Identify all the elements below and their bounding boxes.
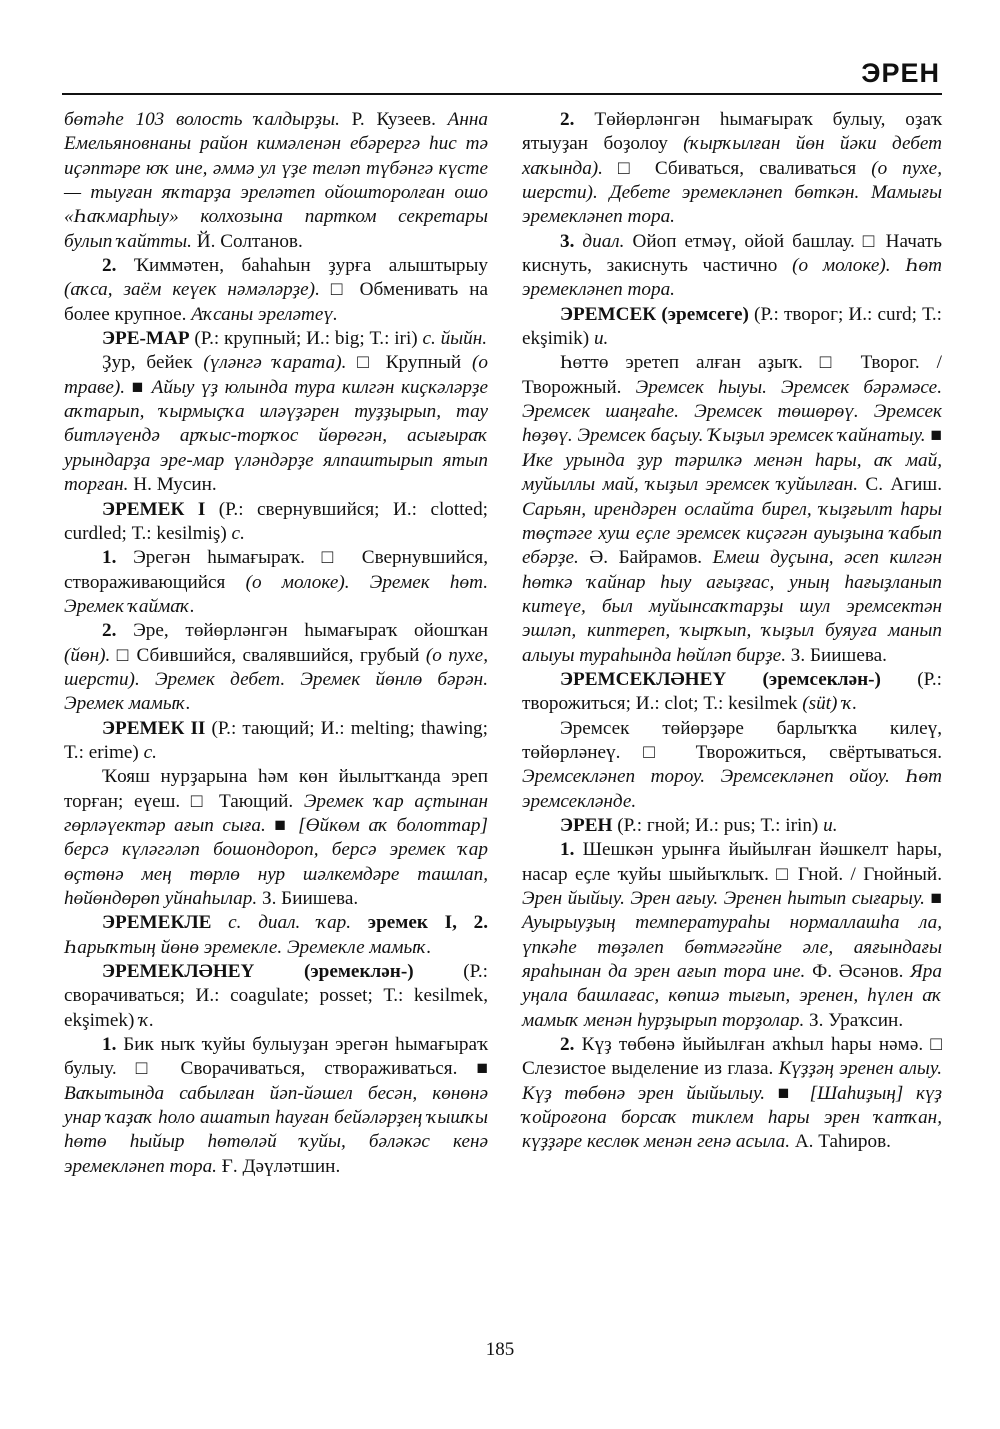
headword-text: 1. — [560, 839, 583, 861]
dictionary-paragraph — [64, 254, 488, 327]
body-text: Ҡояш нурҙарына һәм көн йылытҡанда эреп торған; еүеш. □ Тающий. — [64, 766, 488, 812]
italic-text: (süt) ҡ. — [802, 693, 858, 715]
dictionary-paragraph — [64, 619, 488, 716]
dictionary-paragraph — [522, 838, 942, 1033]
italic-text: Емеш дуҫына, әсеп килгән һөткә ҡайнар һыу ағыҙғас, уның һағыҙланып китеүе, был муйынсаҡтарҙы шул эремсектән эшләп, киптереп, ҡырҡып, ҡыҙыл буяуға манып алыуы тураһында һөйләп бирҙе. — [522, 547, 942, 666]
italic-text: Сарьян, ирендәрен ослайта бирел, ҡыҙғылт һары төҫтәге хуш еҫле эремсек киҫәгән ауыҙына ҡабып ебәрҙе. — [522, 498, 942, 569]
italic-text: (үләнгә ҡарата). — [203, 352, 347, 374]
italic-text: [Өйкөм аҡ болоттар] берсә күләгәләп бошондороп, берсә эремек ҡар өҫтөнә мең төрлө нур шәлкемдәре ташлап, һөйөндөрөп уйнаһылар. — [64, 814, 488, 909]
headword-text: 2. — [560, 109, 595, 130]
headword-text: ЭРЕН — [560, 814, 613, 836]
body-text: Эремсек төйөрҙәре барлыҡҡа килеү, төйөрләнеү. □ Творожиться, свёртываться. — [522, 717, 942, 763]
headword-text: 3. — [560, 230, 583, 252]
italic-text: (о молоке). Һөт эремекләнеп тора. — [522, 255, 942, 301]
dictionary-paragraph — [64, 1033, 488, 1179]
headword-text: ЭРЕМСЕКЛӘНЕҮ (эремсеклән-) — [560, 668, 881, 690]
italic-text: (о пухе, шерсти). Дебете эремекләнеп бөткән. Мамығы эремекләнеп тора. — [522, 157, 942, 228]
dictionary-paragraph — [522, 351, 942, 667]
body-text: (Р.: творожиться; И.: clot; Т.: kesilmek — [522, 668, 942, 715]
body-text: З. Биишева. — [257, 888, 359, 909]
italic-text: Ике урында ҙур тәрилкә менән һары, аҡ май, муйыллы май, ҡыҙыл эремсек ҡуйылған. — [522, 449, 942, 496]
body-text: (Р.: крупный; И.: big; Т.: iri) — [189, 328, 423, 350]
body-text: □ Сбившийся, свалявшийся, грубый — [110, 644, 426, 666]
headword-text: 2. — [560, 1034, 582, 1056]
body-text: □ Крупный — [346, 352, 473, 374]
body-text: Р. Кузеев. — [339, 109, 448, 130]
headword-text: ЭРЕ-МАР — [102, 328, 190, 350]
body-text: Ф. Әсәнов. — [805, 961, 911, 983]
headword-text: 2. — [102, 620, 134, 642]
body-text: З. Биишева. — [786, 644, 887, 666]
dictionary-paragraph — [64, 498, 488, 547]
italic-text: Анна Емельяновнаны район кимәленән ебәрергә һис тә иҫәптәре юҡ ине, әммә ул үҙе теләп түбәнгә күсте — тыуған яҡтарҙа эреләтеп ойошторолған ошо «Һаҡмарһыу» колхозына партком секретары булып ҡайтты. — [64, 109, 488, 252]
headword-text: ЭРЕМЕКЛЕ — [102, 912, 212, 934]
body-text: Ә. Байрамов. — [578, 547, 713, 569]
body-text: З. Ураҡсин. — [804, 1009, 904, 1031]
body-text: Төйөрләнгән һымағыраҡ булыу, оҙаҡ ятыуҙан боҙолоу — [522, 109, 942, 155]
italic-text: Ауырыуҙың температураһы нормаллашһа ла, үпкәһе төҙәлеп бөтмәгәйне әле, аяғындағы яраһынан да эрен ағып тора ине. — [522, 912, 942, 983]
italic-text: диал. — [582, 230, 625, 252]
dictionary-paragraph — [64, 960, 488, 1033]
headword-text: ЭРЕМСЕК (эремсеге) — [560, 303, 749, 325]
body-text: (Р.: свернувшийся; И.: clotted; curdled; Т.: kesilmiş) — [64, 498, 488, 544]
dictionary-paragraph — [64, 546, 488, 619]
body-text: Н. Мусин. — [128, 474, 217, 496]
body-text: Эрегән һымағыраҡ. □ Свернувшийся, створаживающийся — [64, 547, 488, 593]
italic-text: и. — [593, 328, 609, 350]
body-text: Эре, төйөрләнгән һымағыраҡ ойошҡан — [133, 620, 488, 642]
running-head: ЭРЕН — [861, 58, 940, 88]
italic-text: (аҡса, заём кеүек нәмәләрҙе). — [64, 279, 320, 301]
headword-text: 1. — [102, 1034, 124, 1056]
headword-text: 1. — [102, 547, 134, 569]
body-text: ■ — [924, 888, 943, 909]
italic-text: ҡ. — [139, 1009, 155, 1031]
dictionary-paragraph — [522, 1033, 942, 1155]
body-text: ■ — [265, 814, 299, 836]
italic-text: с. — [231, 522, 245, 544]
italic-text: Эремсек һыуы. Эремсек бәрәмәсе. Эремсек шаңғаһе. Эремсек төшөрөү. Эремсек һөҙөү. Эремсек баҫыу. Ҡыҙыл эремсек ҡайнатыу. — [522, 376, 942, 447]
body-text: Шешкән урынға йыйылған йәшкелт һары, насар еҫле ҡуйы шыйыҡлыҡ. □ Гной. / Гнойный. — [522, 839, 943, 885]
headword-text: 2. — [102, 255, 134, 277]
italic-text: с. йыйн. — [422, 328, 488, 350]
body-text: ■ — [925, 425, 943, 447]
headword-text: ЭРЕМЕК II — [102, 717, 206, 739]
italic-text: Эремсекләнеп тороу. Эремсекләнеп ойоу. Һөт эремсекләнде. — [522, 766, 942, 812]
italic-text: Яра уңала башлағас, көпшә тығып, эренен, һүлен аҡ мамыҡ менән һурҙырып торҙолар. — [522, 961, 942, 1031]
body-text: (Р.: гной; И.: pus; Т.: irin) — [612, 814, 824, 836]
body-text: Ҡиммәтен, баһаһын ҙурға алыштырыу — [133, 255, 488, 277]
italic-text: с. диал. ҡар. — [211, 912, 352, 934]
dictionary-paragraph — [522, 303, 942, 352]
dictionary-paragraph — [522, 230, 942, 303]
italic-text: Айыу үҙ юлында тура килгән киҫкәләрҙе аҡтарып, ҡырмыҫҡа иләүҙәрен туҙҙырып, тау битләүендә арҡыс-торҡос йөрөгән, асығыраҡ урындарҙа эре-мар үләндәрҙе ялпаштырып ятып торған. — [64, 376, 489, 496]
italic-text: Ваҡытында сабылған йәп-йәшел бесән, көнөнә унар ҡаҙаҡ һоло ашатып һауған бейәләрҙең ҡышҡы һөтө һыйыр һөтөләй ҡуйы, бәләкәс кенә эремекләнеп тора. — [64, 1082, 488, 1177]
headword-text: ЭРЕМЕКЛӘНЕҮ (эремеклән-) — [102, 961, 414, 983]
dictionary-paragraph — [64, 717, 488, 766]
body-text: ■ — [125, 376, 152, 398]
italic-text: Күҙҙәң эренен алыу. Күҙ төбөнә эрен йыйылыу. — [522, 1058, 942, 1104]
italic-text: Эрен йыйыу. Эрен ағыу. Эренен һытып сығарыу. — [522, 888, 925, 909]
italic-text: (ҡырҡылған йөн йәки дебет хаҡында). — [522, 133, 942, 179]
italic-text: (о траве). — [64, 352, 488, 398]
italic-text: (о пухе, шерсти). Эремек дебет. Эремек йөнлө бәрән. Эремек мамыҡ. — [64, 644, 488, 715]
italic-text: Һарыҡтың йөнө эремекле. Эремекле мамыҡ. — [64, 936, 432, 958]
body-text: С. Агиш. — [858, 474, 942, 496]
body-text: Бик ныҡ ҡуйы булыуҙан эрегән һымағыраҡ булыу. □ Сворачиваться, створаживаться. ■ — [64, 1034, 489, 1080]
body-text: ■ — [765, 1082, 810, 1104]
italic-text: с. — [143, 741, 157, 763]
italic-text: (йөн). — [64, 644, 111, 666]
body-text: (Р.: творог; И.: curd; Т.: ekşimik) — [522, 303, 943, 350]
right-column — [522, 108, 942, 1155]
dictionary-paragraph — [64, 108, 488, 254]
body-text: Й. Солтанов. — [191, 230, 303, 252]
dictionary-paragraph — [522, 668, 942, 717]
dictionary-paragraph — [64, 765, 488, 911]
italic-text: (о молоке). Эремек һөт. Эремек ҡаймаҡ. — [64, 571, 488, 617]
page-number: 185 — [485, 1339, 515, 1360]
dictionary-paragraph — [522, 814, 942, 838]
body-text: (Р.: сворачиваться; И.: coagulate; posset; Т.: kesilmek, ekşimek) — [64, 961, 488, 1031]
body-text: (Р.: тающий; И.: melting; thawing; Т.: erime) — [64, 717, 488, 763]
body-text: А. Таһиров. — [790, 1131, 891, 1153]
dictionary-paragraph — [64, 327, 488, 351]
italic-text: и. — [823, 814, 838, 836]
dictionary-paragraph — [522, 108, 942, 230]
headword-text: эремек I, 2. — [351, 912, 488, 934]
italic-text: бөтәһе 103 волость ҡалдырҙы. — [64, 109, 340, 130]
header-rule — [62, 93, 942, 95]
italic-text: Эремек ҡар аҫтынан гөрләүектәр ағып сыға. — [64, 790, 488, 836]
body-text: □ Сбиваться, сваливаться — [602, 157, 872, 179]
dictionary-paragraph — [64, 351, 488, 497]
body-text: Ғ. Дәүләтшин. — [216, 1155, 341, 1177]
left-column — [64, 108, 488, 1179]
dictionary-paragraph — [522, 717, 942, 814]
body-text: Ҙур, бейек — [102, 352, 204, 374]
body-text: Күҙ төбөнә йыйылған аҡһыл һары нәмә. □ Слезистое выделение из глаза. — [522, 1034, 942, 1080]
body-text: □ Обменивать на более крупное. — [64, 279, 488, 325]
italic-text: Аҡсаны эреләтеү. — [191, 303, 338, 325]
dictionary-paragraph — [64, 911, 488, 960]
italic-text: [Шаһиҙың] күҙ ҡойроғона борсаҡ тиклем һары эрен ҡатҡан, күҙҙәре кеслөк менән генә асыла. — [522, 1082, 942, 1153]
body-text: Һөттө эретеп алған аҙыҡ. □ Творог. / Творожный. — [522, 352, 942, 398]
body-text: Ойоп етмәү, ойой башлау. □ Начать киснуть, закиснуть частично — [522, 230, 942, 277]
headword-text: ЭРЕМЕК I — [102, 498, 206, 520]
